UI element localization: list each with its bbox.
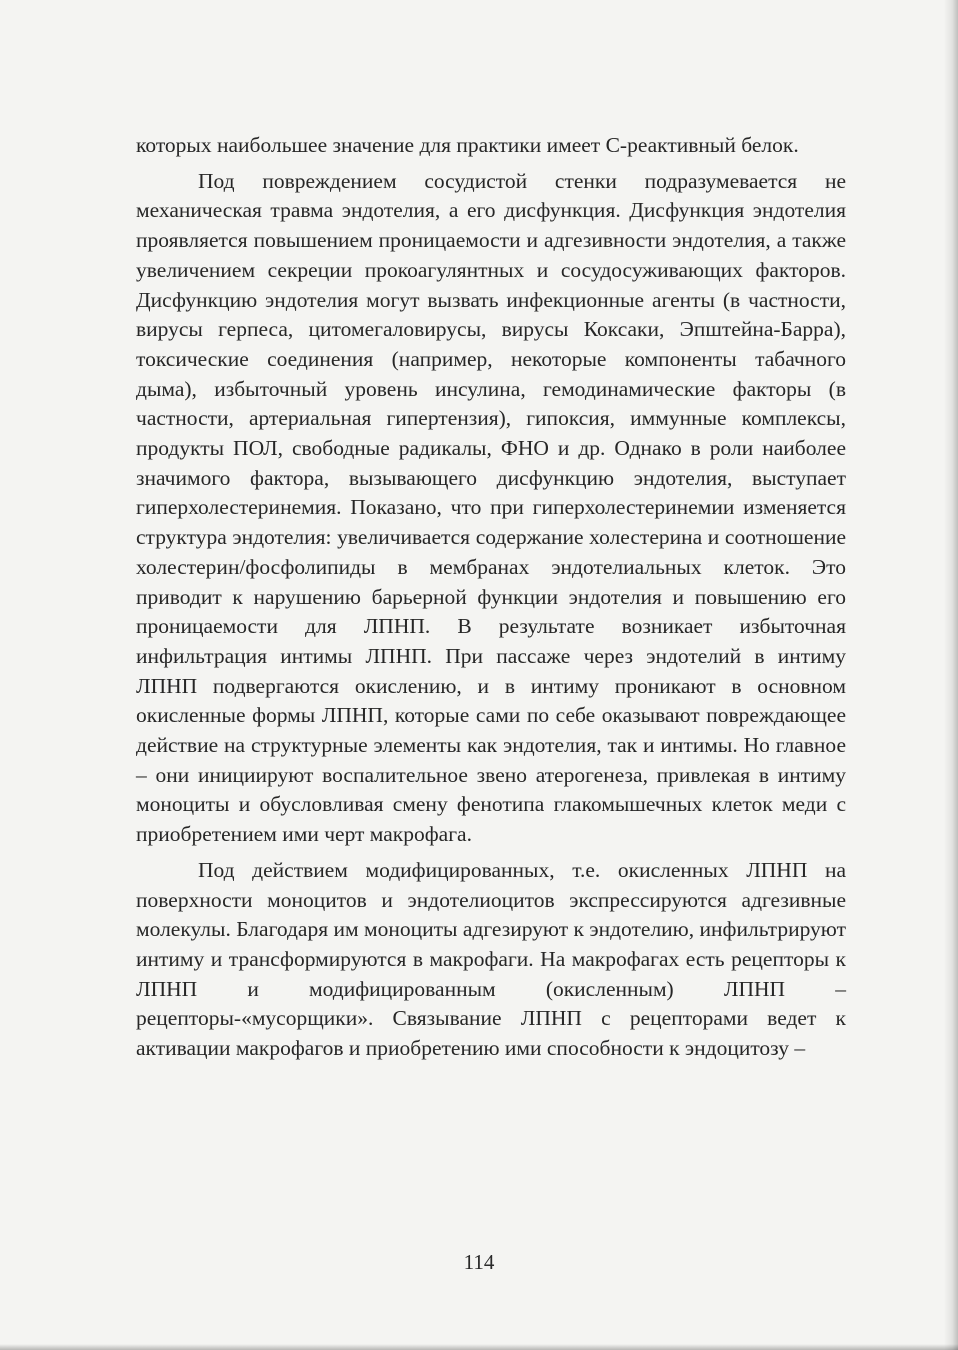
page-bottom-shadow bbox=[0, 1344, 958, 1350]
paragraph-modified-ldl: Под действием модифицированных, т.е. окисленных ЛПНП на поверхности моноцитов и эндотелиоцитов экспрессируются адгезивные молекулы. Благодаря им моноциты адгезируют к эндотелию, инфильтрируют интиму и трансформируются в макрофаги. На макрофагах есть рецепторы к ЛПНП и модифицированным (окисленным) ЛПНП – рецепторы-«мусорщики». Связывание ЛПНП с рецепторами ведет к активации макрофагов и приобретению ими способности к эндоцитозу – bbox=[136, 857, 846, 1061]
paragraph-endothelial-dysfunction: Под повреждением сосудистой стенки подразумевается не механическая травма эндотелия, а его дисфункция. Дисфункция эндотелия проявляется повышением проницаемости и адгезивности эндотелия, а также увеличением секреции прокоагулянтных и сосудосуживающих факторов. Дисфункцию эндотелия могут вызвать инфекционные агенты (в частности, вирусы герпеса, цитомегаловирусы, вирусы Коксаки, Эпштейна-Барра), токсические соединения (например, некоторые компоненты табачного дыма), избыточный уровень инсулина, гемодинамические факторы (в частности, артериальная гипертензия), гипоксия, иммунные комплексы, продукты ПОЛ, свободные радикалы, ФНО и др. Однако в роли наиболее значимого фактора, вызывающего дисфункцию эндотелия, выступает гиперхолестеринемия. Показано, что при гиперхолестеринемии изменяется структура эндотелия: увеличивается содержание холестерина и соотношение холестерин/фосфолипиды в мембранах эндотелиальных клеток. Это приводит к нарушению барьерной функции эндотелия и повышению его проницаемости для ЛПНП. В результате возникает избыточная инфильтрация интимы ЛПНП. При пассаже через эндотелий в интиму ЛПНП подвергаются окислению, и в интиму проникают в основном окисленные формы ЛПНП, которые сами по себе оказывают повреждающее действие на структурные элементы как эндотелия, так и интимы. Но главное – они инициируют воспалительное звено атерогенеза, привлекая в интиму моноциты и обусловливая смену фенотипа глакомышечных клеток меди с приобретением ими черт макрофага. bbox=[136, 168, 846, 847]
page-edge-shadow bbox=[944, 0, 958, 1350]
body-text bbox=[136, 131, 846, 1064]
paragraph-continuation: которых наибольшее значение для практики имеет С-реактивный белок. bbox=[136, 133, 799, 157]
page-number: 114 bbox=[463, 1250, 495, 1274]
